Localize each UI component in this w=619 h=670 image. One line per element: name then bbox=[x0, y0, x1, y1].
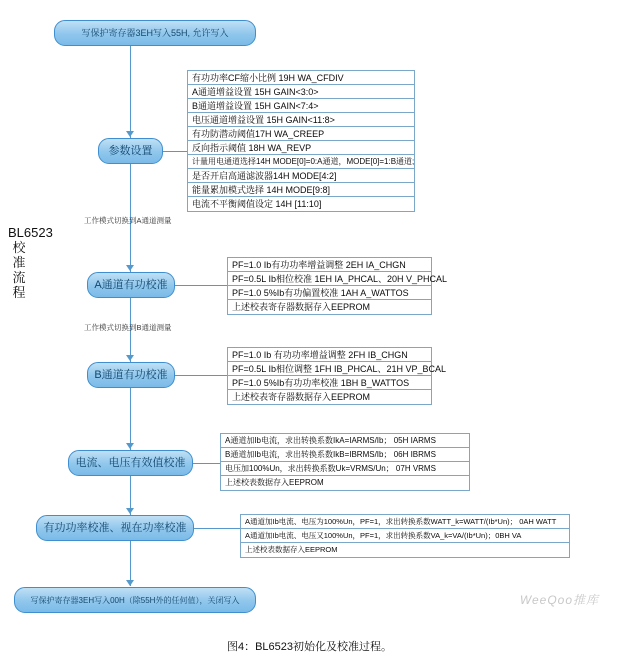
node-param-settings[interactable]: 参数设置 bbox=[98, 138, 163, 164]
block-param-settings bbox=[187, 70, 415, 212]
node-start[interactable]: 写保护寄存器3EH写入55H, 允许写入 bbox=[54, 20, 256, 46]
block-channel-b bbox=[227, 347, 447, 405]
watermark: WeeQoo推库 bbox=[519, 593, 599, 607]
spine-line bbox=[130, 46, 131, 586]
rms-row: A通道加Ib电流，求出转换系数IkA=IARMS/Ib； 05H IARMS bbox=[221, 434, 469, 448]
arrow-to-param bbox=[126, 131, 134, 137]
power-row: 上述校表数据存入EEPROM bbox=[245, 545, 338, 554]
link-chanb-block bbox=[175, 375, 227, 376]
arrow-to-chan-a bbox=[126, 265, 134, 271]
chan-a-row: PF=1.0 5%Ib有功偏置校准 1AH A_WATTOS bbox=[228, 286, 431, 300]
param-row: B通道增益设置 15H GAIN<7:4> bbox=[188, 99, 414, 113]
param-row: 有功功率CF缩小比例 19H WA_CFDIV bbox=[188, 71, 414, 85]
note-switch-channel-a: 工作模式切换到A通道测量 bbox=[84, 216, 172, 225]
node-channel-a-active-calibration[interactable]: A通道有功校准 bbox=[87, 272, 175, 298]
node-end[interactable]: 写保护寄存器3EH写入00H（除55H外的任何值），关闭写入 bbox=[14, 587, 256, 613]
chan-b-row: 上述校表寄存器数据存入EEPROM bbox=[232, 392, 371, 402]
param-row: 电流不平衡阈值设定 14H [11:10] bbox=[192, 199, 322, 209]
node-channel-b-active-calibration[interactable]: B通道有功校准 bbox=[87, 362, 175, 388]
chan-a-row: 上述校表寄存器数据存入EEPROM bbox=[232, 302, 371, 312]
arrow-to-rms bbox=[126, 443, 134, 449]
chan-b-row: PF=1.0 5%Ib有功功率校准 1BH B_WATTOS bbox=[228, 376, 431, 390]
link-power-block bbox=[194, 528, 240, 529]
param-row: 能量累加模式选择 14H MODE[9:8] bbox=[188, 183, 414, 197]
param-row: 是否开启高通滤波器14H MODE[4:2] bbox=[188, 169, 414, 183]
arrow-to-end bbox=[126, 580, 134, 586]
block-power bbox=[240, 514, 570, 558]
rms-row: B通道加Ib电流，求出转换系数IkB=IBRMS/Ib； 06H IBRMS bbox=[221, 448, 469, 462]
power-row: A通道加Ib电流、电压为100%Un，PF=1，求出转换系数WATT_k=WATT/(Ib*Un)； 0AH WATT bbox=[241, 515, 569, 529]
chan-a-row: PF=0.5L Ib相位校准 1EH IA_PHCAL、20H V_PHCAL bbox=[228, 272, 431, 286]
arrow-to-chan-b bbox=[126, 355, 134, 361]
link-chana-block bbox=[175, 285, 227, 286]
link-param-block bbox=[163, 151, 187, 152]
param-row: 计量用电通道选择14H MODE[0]=0:A通道，MODE[0]=1:B通道; bbox=[188, 155, 414, 169]
node-rms-calibration[interactable]: 电流、电压有效值校准 bbox=[68, 450, 193, 476]
param-row: 电压通道增益设置 15H GAIN<11:8> bbox=[188, 113, 414, 127]
block-rms bbox=[220, 433, 470, 491]
block-channel-a bbox=[227, 257, 448, 315]
diagram-vertical-title: BL6523 校准流程 bbox=[8, 225, 53, 300]
chan-b-row: PF=0.5L Ib相位调整 1FH IB_PHCAL、21H VP_BCAL bbox=[228, 362, 431, 376]
note-switch-channel-b: 工作模式切换到B通道测量 bbox=[84, 323, 172, 332]
chan-a-row: PF=1.0 Ib有功功率增益调整 2EH IA_CHGN bbox=[228, 258, 431, 272]
param-row: 反向指示阈值 18H WA_REVP bbox=[188, 141, 414, 155]
figure-caption: 图4：BL6523初始化及校准过程。 bbox=[226, 641, 393, 653]
param-row: 有功防潜动阈值17H WA_CREEP bbox=[188, 127, 414, 141]
rms-row: 上述校表数据存入EEPROM bbox=[225, 478, 324, 487]
power-row: A通道加Ib电流、电压又100%Un，PF=1，求出转换系数VA_k=VA/(Ib*Un)；0BH VA bbox=[241, 529, 569, 543]
arrow-to-power bbox=[126, 508, 134, 514]
chan-b-row: PF=1.0 Ib 有功功率增益调整 2FH IB_CHGN bbox=[228, 348, 431, 362]
node-power-calibration[interactable]: 有功功率校准、视在功率校准 bbox=[36, 515, 194, 541]
param-row: A通道增益设置 15H GAIN<3:0> bbox=[188, 85, 414, 99]
rms-row: 电压加100%Un，求出转换系数Uk=VRMS/Un； 07H VRMS bbox=[221, 462, 469, 476]
link-rms-block bbox=[193, 463, 220, 464]
